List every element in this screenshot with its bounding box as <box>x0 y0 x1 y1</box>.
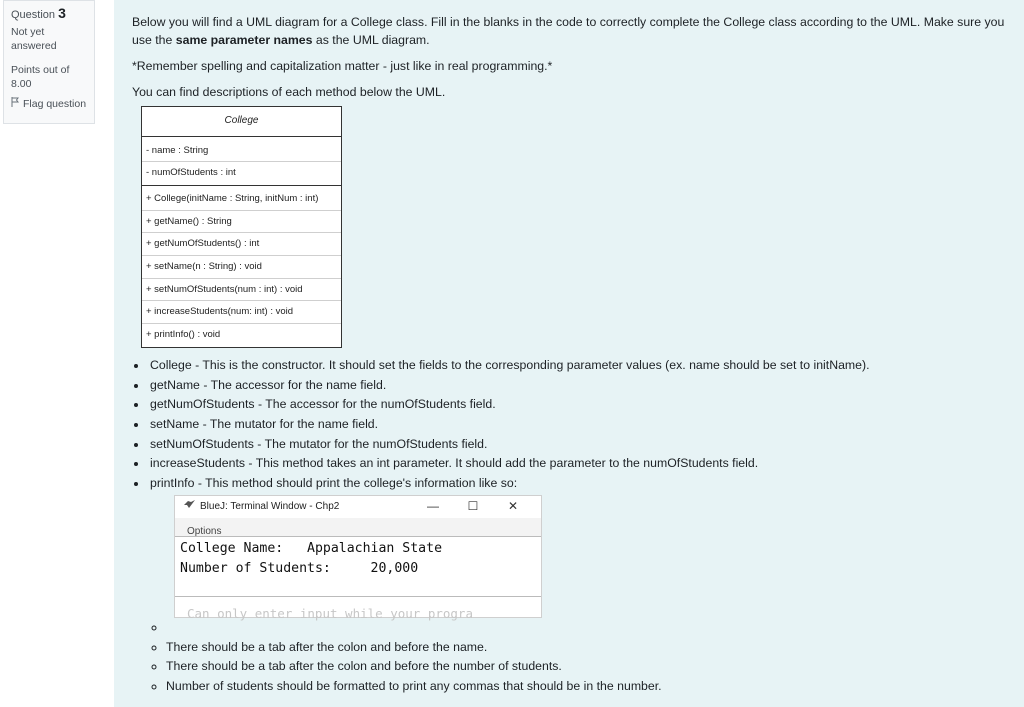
list-item: • College - This is the constructor. It should set the fields to the corresponding parameter values (ex. name should be set to initName). <box>148 356 1006 376</box>
list-item-text: printInfo - This method should print the college's information like so: <box>150 476 518 491</box>
terminal-input: Can only enter input while your progra <box>187 605 473 621</box>
terminal-menu-options: Options <box>175 518 541 537</box>
terminal-output-line: Number of Students: 20,000 <box>180 560 419 576</box>
uml-method: + getName() : String <box>142 211 341 234</box>
uml-class-name: College <box>142 107 341 137</box>
bluej-bird-icon <box>183 497 196 517</box>
uml-fields <box>142 137 341 186</box>
terminal-title-text: BlueJ: Terminal Window - Chp2 <box>200 500 340 512</box>
close-icon: ✕ <box>507 498 519 513</box>
marks-value: 8.00 <box>11 78 32 90</box>
uml-method: + printInfo() : void <box>146 329 221 341</box>
question-label: Question <box>11 9 56 21</box>
intro-text-a: Below you will find a UML diagram for a College class. Fill in the blanks in the code to correctly complete the College class according to the UML. Make sure you use the <box>132 15 1005 47</box>
uml-field: - name : String <box>142 140 341 162</box>
minimize-icon: — <box>427 498 439 513</box>
list-item: • getNumOfStudents - The accessor for the numOfStudents field. <box>148 395 1006 415</box>
list-item-printinfo <box>148 474 1006 697</box>
uml-methods <box>142 186 341 347</box>
intro-text-c: as the UML diagram. <box>312 33 430 47</box>
uml-diagram <box>141 106 342 348</box>
list-item: • setName - The mutator for the name field. <box>148 415 1006 435</box>
question-number-value: 3 <box>58 5 66 21</box>
terminal-output <box>175 537 541 597</box>
question-marks <box>11 63 87 91</box>
question-state: Not yet answered <box>11 26 57 52</box>
list-item: • increaseStudents - This method takes an int parameter. It should add the parameter to the numOfStudents field. <box>148 454 1006 474</box>
terminal-title <box>183 497 413 517</box>
uml-method: + setNumOfStudents(num : int) : void <box>142 279 341 302</box>
terminal-window-image <box>174 495 542 621</box>
list-item: ◦ There should be a tab after the colon and before the number of students. <box>166 657 1006 677</box>
terminal-titlebar <box>175 496 541 518</box>
flag-question-link[interactable] <box>11 97 87 110</box>
flag-question-label: Flag question <box>23 97 87 110</box>
list-item: • getName - The accessor for the name field. <box>148 376 1006 396</box>
descriptions-note: You can find descriptions of each method below the UML. <box>132 85 446 99</box>
reminder-paragraph: *Remember spelling and capitalization matter - just like in real programming.* <box>132 59 553 73</box>
maximize-icon: ☐ <box>467 498 479 513</box>
list-item: • setNumOfStudents - The mutator for the numOfStudents field. <box>148 435 1006 455</box>
terminal-output-line: College Name: Appalachian State <box>180 540 443 556</box>
uml-method: + increaseStudents(num: int) : void <box>142 301 341 324</box>
uml-method: + College(initName : String, initNum : int) <box>142 188 341 211</box>
intro-text-bold: same parameter names <box>175 33 313 47</box>
question-number <box>11 5 87 21</box>
marks-label: Points out of <box>11 64 70 76</box>
uml-method: + getNumOfStudents() : int <box>142 233 341 256</box>
list-item: ◦ Number of students should be formatted to print any commas that should be in the number. <box>166 677 1006 697</box>
question-info-panel <box>3 0 95 124</box>
method-descriptions <box>132 356 1006 697</box>
list-item: ◦ There should be a tab after the colon and before the name. <box>166 638 1006 658</box>
question-text <box>114 0 1024 707</box>
uml-field: - numOfStudents : int <box>146 167 236 178</box>
uml-method: + setName(n : String) : void <box>142 256 341 279</box>
flag-icon <box>11 97 20 110</box>
intro-paragraph <box>132 13 1006 49</box>
